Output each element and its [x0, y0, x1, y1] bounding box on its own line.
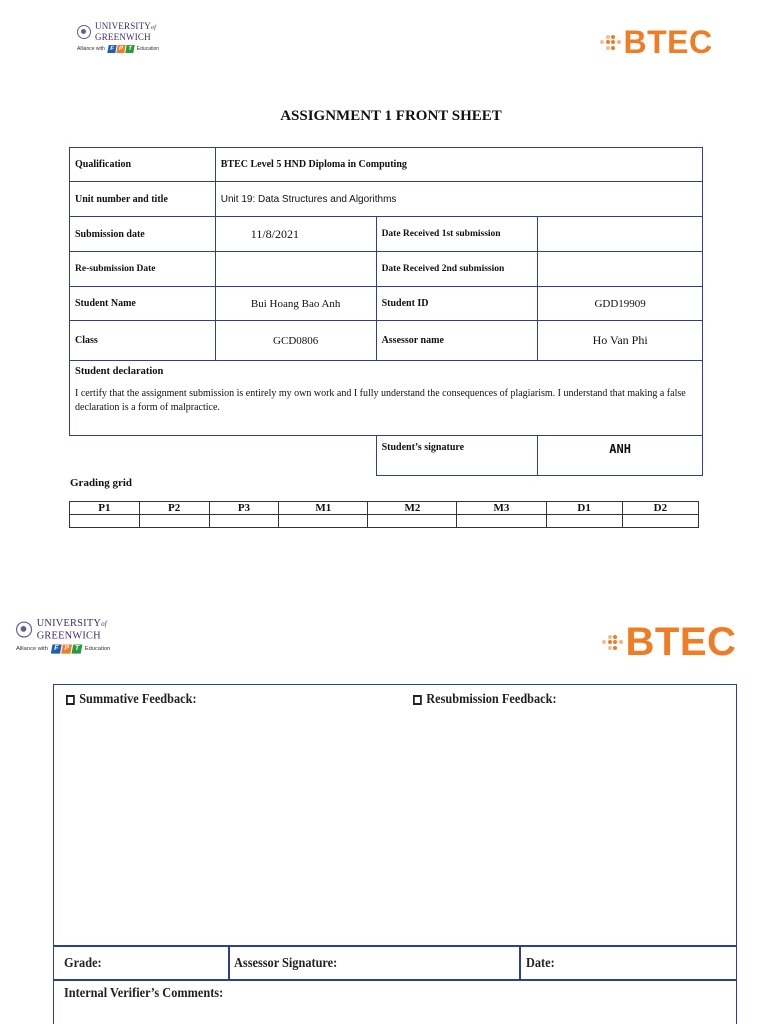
front-sheet-table	[69, 147, 703, 476]
signature-label: Student’s signature	[376, 436, 538, 476]
summative-feedback: Summative Feedback:	[66, 692, 197, 708]
university-greenwich-logo: UNIVERSITYof GREENWICH Alliance with F P T Education	[77, 21, 160, 52]
summative-checkbox[interactable]	[66, 695, 75, 705]
date-received-1-value	[538, 217, 703, 252]
student-id-value: GDD19909	[538, 287, 703, 321]
resubmission-date-value	[215, 252, 376, 287]
divider	[54, 979, 736, 981]
internal-verifier-comments-label: Internal Verifier’s Comments:	[64, 986, 224, 1001]
greenwich-crest-icon	[16, 621, 32, 637]
qualification-label: Qualification	[70, 148, 216, 182]
grade-label: Grade:	[64, 956, 102, 971]
btec-logo-2: BTEC	[602, 616, 736, 668]
divider	[519, 945, 521, 979]
resubmission-feedback: Resubmission Feedback:	[413, 692, 557, 708]
greenwich-crest-icon	[77, 25, 91, 39]
class-value: GCD0806	[215, 321, 376, 361]
grade-column-header: D1	[546, 502, 622, 515]
date-received-1-label: Date Received 1st submission	[376, 217, 538, 252]
feedback-box	[53, 684, 737, 1024]
date-label: Date:	[526, 956, 555, 971]
unit-value: Unit 19: Data Structures and Algorithms	[215, 182, 702, 217]
qualification-value: BTEC Level 5 HND Diploma in Computing	[215, 148, 702, 182]
resubmission-checkbox[interactable]	[413, 695, 422, 705]
grade-cell	[209, 515, 279, 528]
grade-column-header: M3	[457, 502, 546, 515]
university-greenwich-logo-2: UNIVERSITYof GREENWICH Alliance with F P T Education	[16, 616, 111, 653]
divider	[228, 945, 230, 979]
grading-grid-label: Grading grid	[70, 477, 133, 489]
grade-column-header: P1	[70, 502, 140, 515]
grade-column-header: P2	[139, 502, 209, 515]
btec-dots-icon	[602, 635, 623, 650]
grade-cell	[279, 515, 368, 528]
fpt-logo: F P T	[51, 644, 81, 653]
grade-cell	[457, 515, 546, 528]
date-received-2-label: Date Received 2nd submission	[376, 252, 538, 287]
grade-column-header: D2	[622, 502, 698, 515]
divider	[54, 945, 736, 947]
assessor-label: Assessor name	[376, 321, 538, 361]
date-received-2-value	[538, 252, 703, 287]
grade-column-header: P3	[209, 502, 279, 515]
student-declaration: Student declaration I certify that the assignment submission is entirely my own work and I fully understand the consequences of plagiarism. I understand that making a false declaration is a form of malpractice.	[70, 361, 703, 436]
assessor-signature-label: Assessor Signature:	[234, 956, 338, 971]
submission-date-label: Submission date	[70, 217, 216, 252]
student-name-label: Student Name	[70, 287, 216, 321]
grading-grid	[69, 501, 699, 528]
fpt-logo: F P T	[108, 45, 134, 53]
grade-cell	[139, 515, 209, 528]
btec-logo: BTEC	[600, 22, 713, 62]
grade-cell	[368, 515, 457, 528]
resubmission-date-label: Re-submission Date	[70, 252, 216, 287]
grade-column-header: M2	[368, 502, 457, 515]
grade-column-header: M1	[279, 502, 368, 515]
unit-label: Unit number and title	[70, 182, 216, 217]
assessor-value: Ho Van Phi	[538, 321, 703, 361]
grade-cell	[622, 515, 698, 528]
student-id-label: Student ID	[376, 287, 538, 321]
grade-cell	[546, 515, 622, 528]
class-label: Class	[70, 321, 216, 361]
signature-value: ANH	[538, 436, 703, 476]
student-name-value: Bui Hoang Bao Anh	[215, 287, 376, 321]
btec-dots-icon	[600, 35, 621, 50]
grade-cell	[70, 515, 140, 528]
page-title: ASSIGNMENT 1 FRONT SHEET	[280, 108, 502, 124]
submission-date-value: 11/8/2021	[215, 217, 376, 252]
